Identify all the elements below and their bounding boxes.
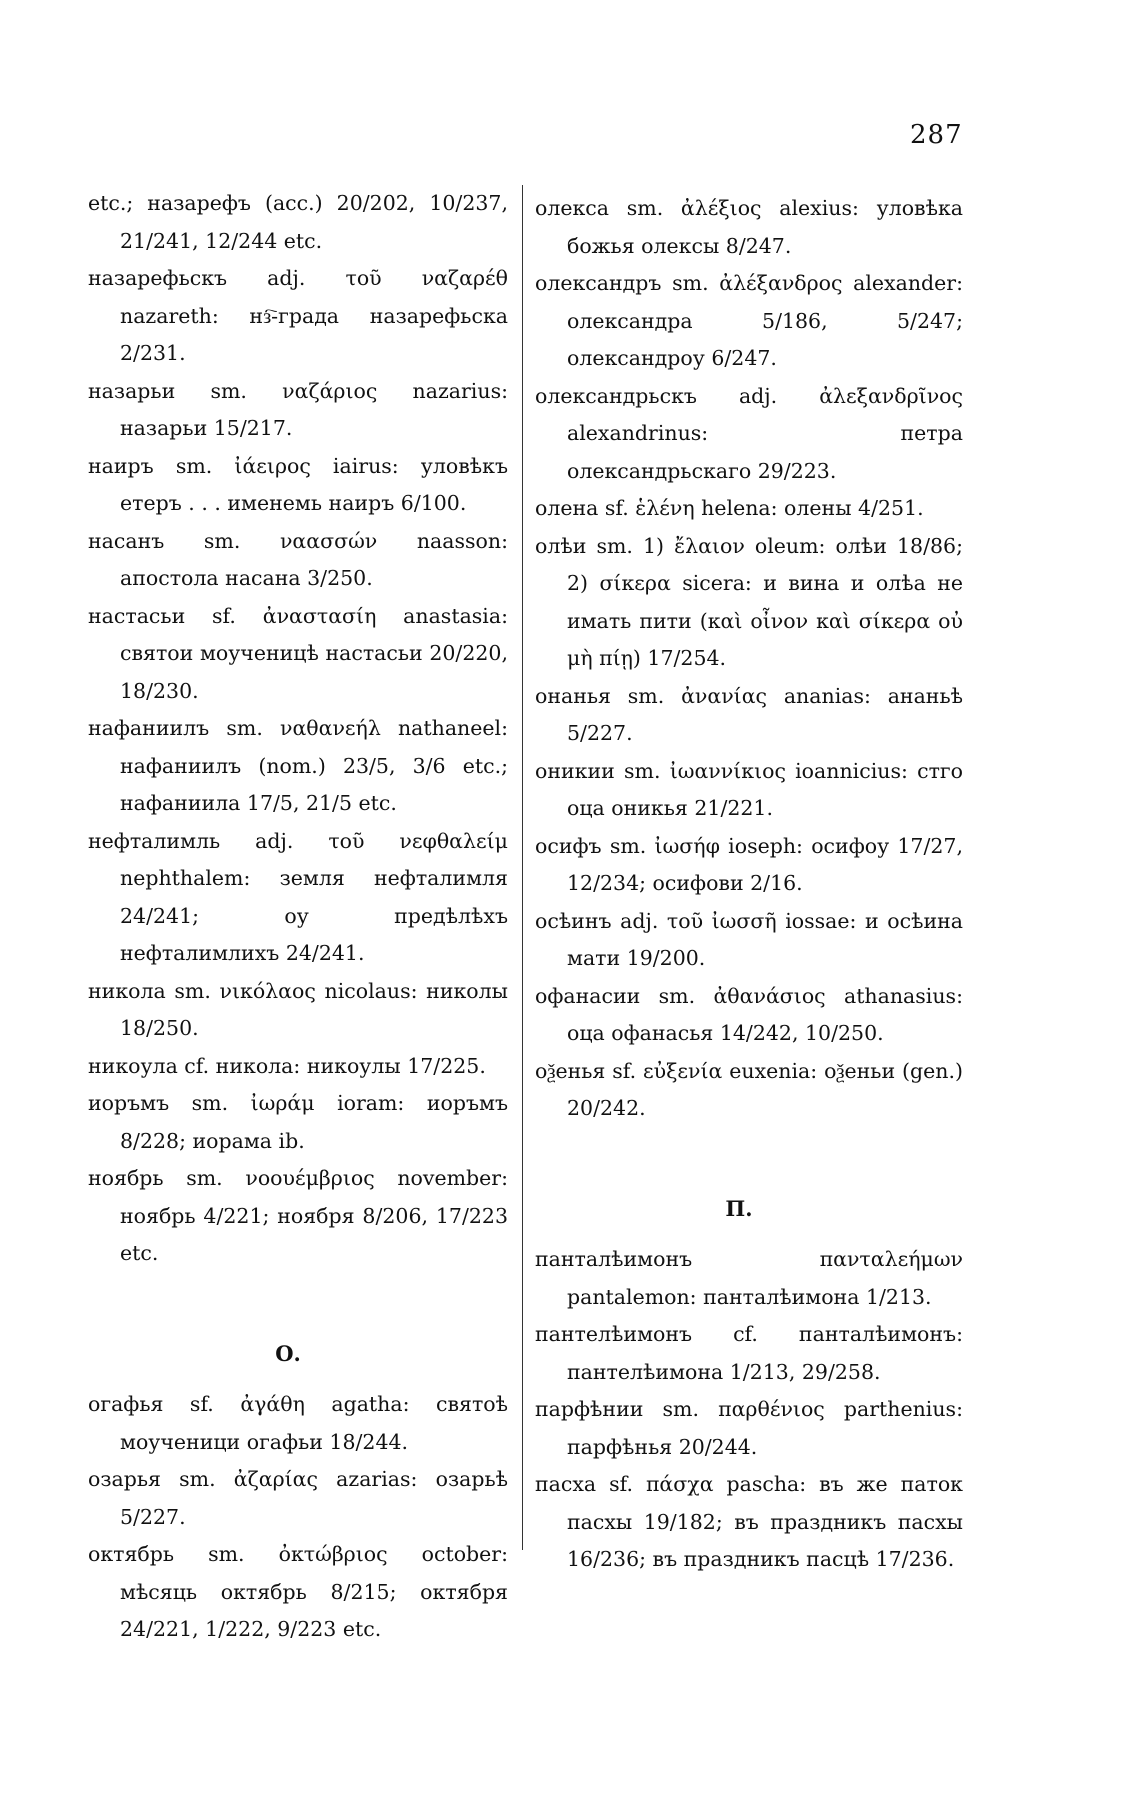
dictionary-entry: наиръ sm. ἰάειρος iairus: уловѣкъ етеръ . . . именемь наиръ 6/100. [88,453,508,515]
page-number: 287 [910,120,963,150]
dictionary-entry: олександрьскъ adj. ἀλεξανδρῖνος alexandrinus: петра олександрьскаго 29/223. [535,383,963,483]
dictionary-entry: никола sm. νικόλαος nicolaus: николы 18/250. [88,978,508,1040]
dictionary-entry: иоръмъ sm. ἰωράμ ioram: иоръмъ 8/228; иорама ib. [88,1091,508,1153]
right-column [535,190,963,1579]
dictionary-entry: парфѣнии sm. παρθένιος parthenius: парфѣнья 20/244. [535,1397,963,1459]
dictionary-entry: пасха sf. πάσχα pascha: въ же паток пасхы 19/182; въ праздникъ пасхы 16/236; въ праздникъ пасцѣ 17/236. [535,1472,963,1571]
dictionary-entry: оѯенья sf. εὐξενία euxenia: оѯеньи (gen.) 20/242. [535,1058,963,1120]
dictionary-entry: назарьи sm. ναζάριος nazarius: назарьи 15/217. [88,378,508,440]
dictionary-entry: ноябрь sm. νοουέμβριος november: ноябрь 4/221; ноября 8/206, 17/223 etc. [88,1166,508,1265]
section-heading-p: П. [725,1195,753,1221]
left-column [88,185,508,1649]
dictionary-entry: осифъ sm. ἰωσήφ ioseph: осифоу 17/27, 12/234; осифови 2/16. [535,833,963,895]
dictionary-entry: нафаниилъ sm. ναθανεήλ nathaneel: нафаниилъ (nom.) 23/5, 3/6 etc.; нафаниила 17/5, 21/5 etc. [88,716,508,815]
dictionary-entry: панталѣимонъ πανταλεήμων pantalemon: панталѣимона 1/213. [535,1247,963,1309]
dictionary-entry: оникии sm. ἰωαννίκιος ioannicius: стго оца оникья 21/221. [535,758,963,820]
dictionary-entry: нефталимль adj. τοῦ νεφθαλείμ nephthalem: земля нефталимля 24/241; оу предѣлѣхъ нефталимлихъ 24/241. [88,828,508,965]
dictionary-entry: пантелѣимонъ cf. панталѣимонъ: пантелѣимона 1/213, 29/258. [535,1322,963,1384]
dictionary-entry: осѣинъ adj. τοῦ ἰωσσῆ iossae: и осѣина мати 19/200. [535,908,963,970]
dictionary-entry: офанасии sm. ἀθανάσιος athanasius: оца офанасья 14/242, 10/250. [535,983,963,1045]
dictionary-entry: онанья sm. ἀνανίας ananias: ананьѣ 5/227. [535,683,963,745]
dictionary-entry: олѣи sm. 1) ἔλαιον oleum: олѣи 18/86; 2) σίκερα sicera: и вина и олѣа не имать пити (καὶ οἶνον καὶ σίκερα οὐ μὴ πίῃ) 17/254. [535,533,963,670]
column-divider [522,185,523,1550]
section-heading-o: О. [275,1340,301,1366]
dictionary-entry: олекса sm. ἀλέξιος alexius: уловѣка божья олексы 8/247. [535,196,963,258]
dictionary-entry: олена sf. ἑλένη helena: олены 4/251. [535,496,924,520]
dictionary-entry: огафья sf. ἀγάθη agatha: святоѣ моученици огафьи 18/244. [88,1392,508,1454]
dictionary-entry: настасьи sf. ἀναστασίη anastasia: святои моученицѣ настасьи 20/220, 18/230. [88,603,508,703]
dictionary-entry: назарефьскъ adj. τοῦ ναζαρέθ nazareth: нз҇-града назарефьска 2/231. [88,266,508,365]
dictionary-entry: октябрь sm. ὀκτώβριος october: мѣсяць октябрь 8/215; октября 24/221, 1/222, 9/223 etc. [88,1542,508,1641]
dictionary-entry: насанъ sm. ναασσών naasson: апостола насана 3/250. [88,528,508,590]
dictionary-entry: никоула cf. никола: никоулы 17/225. [88,1053,486,1078]
dictionary-entry: озарья sm. ἀζαρίας azarias: озарьѣ 5/227. [88,1467,508,1529]
dictionary-entry: олександръ sm. ἀλέξανδρος alexander: олександра 5/186, 5/247; олександроу 6/247. [535,271,963,370]
dictionary-entry: etc.; назарефъ (acc.) 20/202, 10/237, 21/241, 12/244 etc. [88,191,508,253]
